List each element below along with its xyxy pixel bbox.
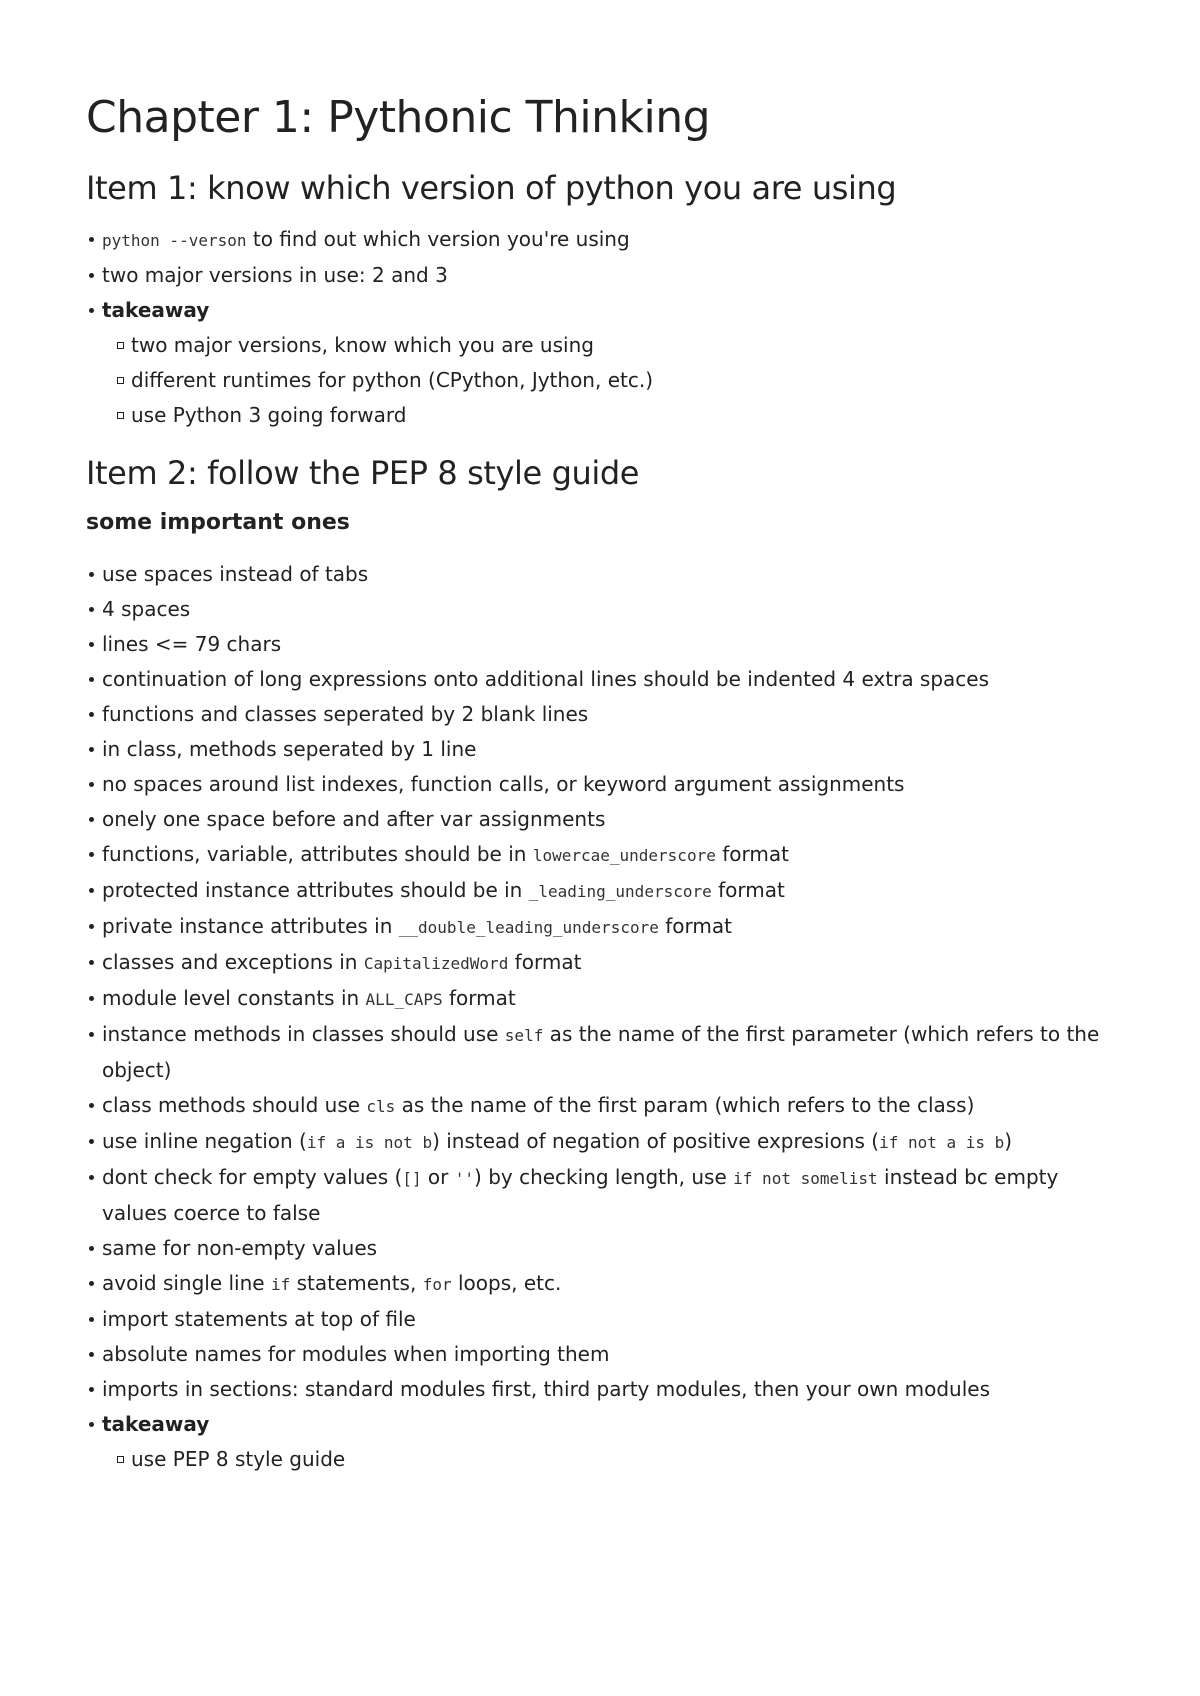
inline-code: self	[504, 1026, 544, 1045]
list-item-text: format	[715, 842, 789, 866]
item1-bullet-list	[86, 222, 1126, 433]
list-item	[102, 1266, 1126, 1302]
list-item: two major versions in use: 2 and 3	[102, 258, 1126, 293]
list-item-text: avoid single line	[102, 1271, 271, 1295]
inline-code: python --verson	[102, 231, 247, 250]
list-item-text: statements,	[290, 1271, 423, 1295]
list-item-text: as the name of the first parameter (which refers to the object)	[102, 1022, 1100, 1082]
chapter-title: Chapter 1: Pythonic Thinking	[86, 92, 711, 143]
list-item: continuation of long expressions onto additional lines should be indented 4 extra spaces	[102, 662, 1126, 697]
list-item-text: )	[1004, 1129, 1013, 1153]
item1-takeaway-list	[102, 328, 1126, 433]
list-item-text: or	[421, 1165, 455, 1189]
list-item-text: module level constants in	[102, 986, 366, 1010]
list-item	[102, 909, 1126, 945]
list-item	[102, 981, 1126, 1017]
inline-code: for	[422, 1275, 452, 1294]
inline-code: _leading_underscore	[528, 882, 712, 901]
list-item: no spaces around list indexes, function calls, or keyword argument assignments	[102, 767, 1126, 802]
list-item: absolute names for modules when importing them	[102, 1337, 1126, 1372]
list-item	[102, 837, 1126, 873]
list-item: onely one space before and after var assignments	[102, 802, 1126, 837]
list-item-text: use inline negation (	[102, 1129, 307, 1153]
list-item: use spaces instead of tabs	[102, 557, 1126, 592]
list-item-text: loops, etc.	[451, 1271, 562, 1295]
item2-subheading: some important ones	[86, 510, 350, 535]
inline-code: ALL_CAPS	[365, 990, 443, 1009]
list-item: imports in sections: standard modules first, third party modules, then your own modules	[102, 1372, 1126, 1407]
inline-code: if not somelist	[733, 1169, 878, 1188]
list-item: in class, methods seperated by 1 line	[102, 732, 1126, 767]
takeaway-label: takeaway	[102, 298, 210, 322]
list-item	[102, 1088, 1126, 1124]
list-item-text: ) by checking length, use	[474, 1165, 734, 1189]
list-item: functions and classes seperated by 2 blank lines	[102, 697, 1126, 732]
item1-heading: Item 1: know which version of python you are using	[86, 169, 897, 207]
list-item: same for non-empty values	[102, 1231, 1126, 1266]
inline-code: lowercae_underscore	[532, 846, 716, 865]
list-item	[102, 1017, 1126, 1088]
list-item-text: functions, variable, attributes should be in	[102, 842, 533, 866]
sub-list-item: different runtimes for python (CPython, Jython, etc.)	[131, 363, 1126, 398]
list-item-text: protected instance attributes should be in	[102, 878, 529, 902]
list-item-text: dont check for empty values (	[102, 1165, 403, 1189]
list-item	[102, 1124, 1126, 1160]
list-item-text: ) instead of negation of positive expresions (	[432, 1129, 880, 1153]
inline-code: __double_leading_underscore	[398, 918, 659, 937]
list-item: import statements at top of file	[102, 1302, 1126, 1337]
list-item-text: instance methods in classes should use	[102, 1022, 505, 1046]
list-item	[102, 1407, 1126, 1477]
inline-code: if not a is b	[879, 1133, 1005, 1152]
takeaway-label: takeaway	[102, 1412, 210, 1436]
list-item-text: private instance attributes in	[102, 914, 399, 938]
sub-list-item: two major versions, know which you are using	[131, 328, 1126, 363]
inline-code: ''	[454, 1169, 475, 1188]
item2-bullet-list	[86, 557, 1126, 1477]
list-item-text: class methods should use	[102, 1093, 367, 1117]
list-item: 4 spaces	[102, 592, 1126, 627]
inline-code: []	[402, 1169, 422, 1188]
inline-code: if a is not b	[306, 1133, 433, 1152]
list-item-text: format	[711, 878, 785, 902]
list-item: lines <= 79 chars	[102, 627, 1126, 662]
document-page	[86, 88, 1126, 1495]
list-item-text: as the name of the first param (which refers to the class)	[395, 1093, 975, 1117]
list-item	[102, 222, 1126, 258]
inline-code: if	[270, 1275, 291, 1294]
list-item	[102, 1160, 1126, 1231]
sub-list-item: use PEP 8 style guide	[131, 1442, 1126, 1477]
list-item-text: format	[442, 986, 516, 1010]
list-item	[102, 293, 1126, 433]
inline-code: CapitalizedWord	[363, 954, 509, 973]
item2-takeaway-list	[102, 1442, 1126, 1477]
list-item	[102, 873, 1126, 909]
list-item-text: classes and exceptions in	[102, 950, 364, 974]
sub-list-item: use Python 3 going forward	[131, 398, 1126, 433]
inline-code: cls	[366, 1097, 396, 1116]
list-item-text: format	[658, 914, 732, 938]
list-item-text: instead bc empty values coerce to false	[102, 1165, 1059, 1225]
list-item-text: format	[508, 950, 582, 974]
item2-heading: Item 2: follow the PEP 8 style guide	[86, 454, 640, 492]
list-item	[102, 945, 1126, 981]
list-item-text: to find out which version you're using	[246, 227, 630, 251]
